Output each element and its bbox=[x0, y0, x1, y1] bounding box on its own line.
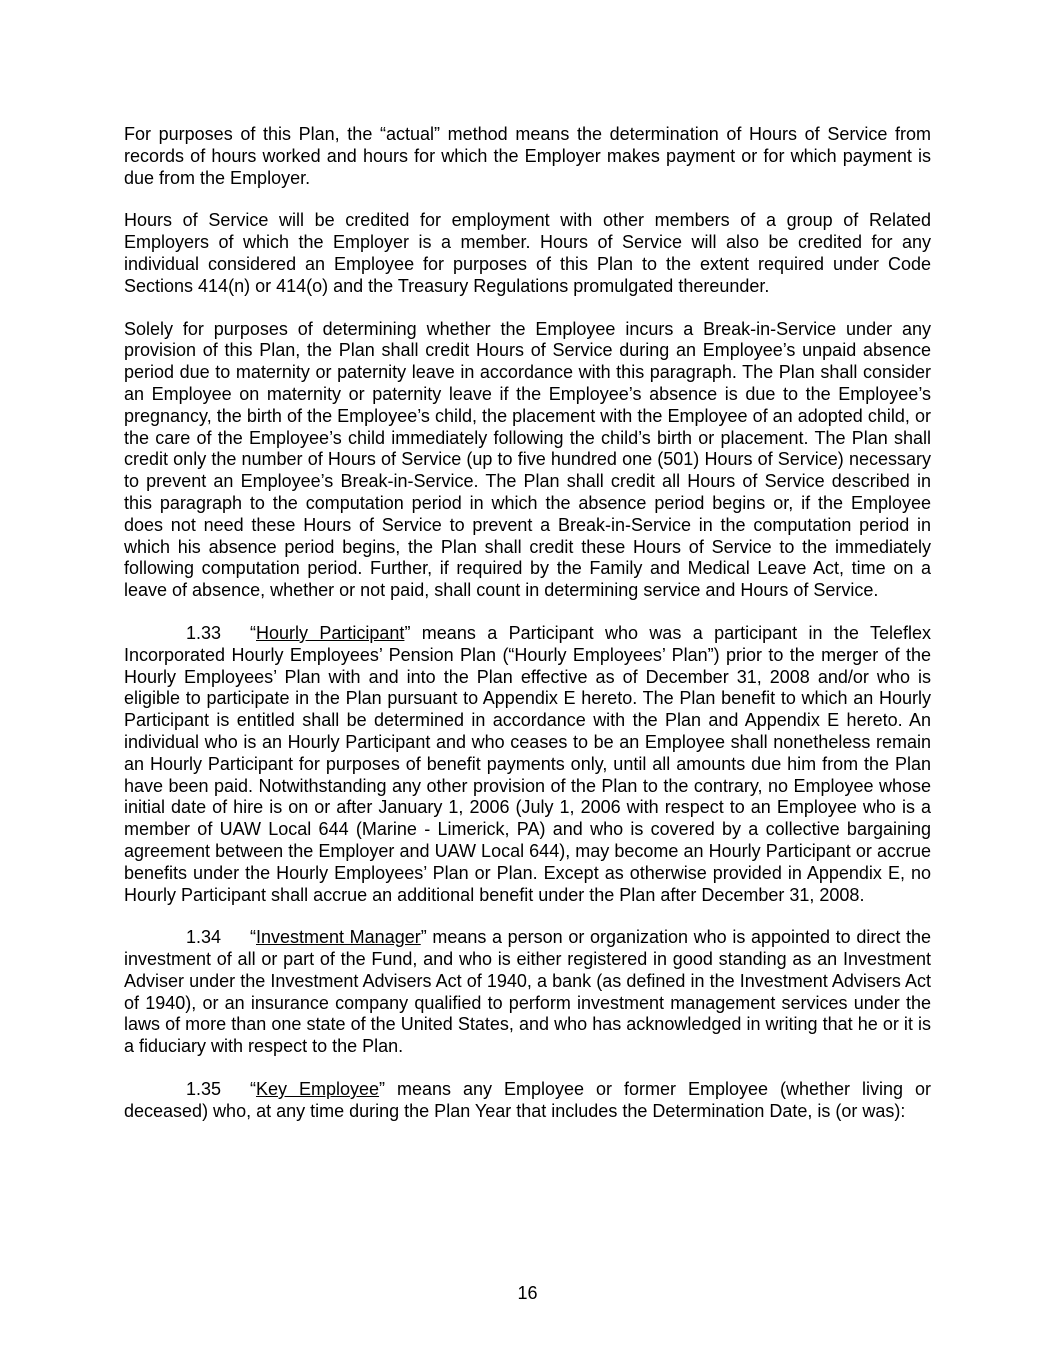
section-1-34-investment-manager bbox=[124, 927, 931, 1058]
open-quote: “ bbox=[250, 927, 256, 948]
section-1-33-hourly-participant bbox=[124, 623, 931, 906]
defined-term: Investment Manager bbox=[256, 927, 421, 948]
section-number: 1.33 bbox=[186, 622, 222, 643]
section-number: 1.35 bbox=[186, 1079, 222, 1100]
open-quote: “ bbox=[250, 1079, 256, 1100]
section-body: ” means a Participant who was a participant in the Teleflex Incorporated Hourly Employees’ Pension Plan (“Hourly Employees’ Plan”) prior to the merger of the Hourly Employees’ Plan with and into the Plan effective as of December 31, 2008 and/or who is eligible to participate in the Plan pursuant to Appendix E hereto. The Plan benefit to which an Hourly Participant is entitled shall be determined in accordance with the Plan and Appendix E hereto. An individual who is an Hourly Participant and who ceases to be an Employee shall nonetheless remain an Hourly Participant for purposes of benefit payments only, until all amounts due him from the Plan have been paid. Notwithstanding any other provision of the Plan to the contrary, no Employee whose initial date of hire is on or after January 1, 2006 (July 1, 2006 with respect to an Employee who is a member of UAW Local 644 (Marine - Limerick, PA) and who is covered by a collective bargaining agreement between the Employer and UAW Local 644), may become an Hourly Participant or accrue benefits under the Hourly Employees’ Plan or Plan. Except as otherwise provided in Appendix E, no Hourly Participant shall accrue an additional benefit under the Plan after December 31, 2008. bbox=[124, 622, 931, 905]
section-body: ” means any Employee or former Employee (whether living or deceased) who, at any time during the Plan Year that includes the Determination Date, is (or was): bbox=[124, 1079, 932, 1121]
page-number: 16 bbox=[517, 1283, 538, 1303]
defined-term: Hourly Participant bbox=[256, 622, 405, 643]
paragraph-maternity-paternity-leave: Solely for purposes of determining whether the Employee incurs a Break-in-Service under any provision of this Plan, the Plan shall credit Hours of Service during an Employee’s unpaid absence period due to maternity or paternity leave in accordance with this paragraph. The Plan shall consider an Employee on maternity or paternity leave if the Employee’s absence is due to the Employee’s pregnancy, the birth of the Employee’s child, the placement with the Employee of an adopted child, or the care of the Employee’s child immediately following the child’s birth or placement. The Plan shall credit only the number of Hours of Service (up to five hundred one (501) Hours of Service) necessary to prevent an Employee’s Break-in-Service. The Plan shall credit all Hours of Service described in this paragraph to the computation period in which the absence period begins or, if the Employee does not need these Hours of Service to prevent a Break-in-Service in the computation period in which his absence period begins, the Plan shall credit these Hours of Service to the immediately following computation period. Further, if required by the Family and Medical Leave Act, time on a leave of absence, whether or not paid, shall count in determining service and Hours of Service. bbox=[124, 318, 931, 601]
paragraph-actual-method: For purposes of this Plan, the “actual” method means the determination of Hours of Service from records of hours worked and hours for which the Employer makes payment or for which payment is due from the Employer. bbox=[124, 124, 931, 188]
section-body: ” means a person or organization who is appointed to direct the investment of all or part of the Fund, and who is either registered in good standing as an Investment Adviser under the Investment Advisers Act of 1940, a bank (as defined in the Investment Advisers Act of 1940), or an insurance company qualified to perform investment management services under the laws of more than one state of the United States, and who has acknowledged in writing that he or it is a fiduciary with respect to the Plan. bbox=[124, 927, 931, 1057]
section-1-35-key-employee bbox=[124, 1079, 931, 1123]
section-number: 1.34 bbox=[186, 927, 222, 948]
defined-term: Key Employee bbox=[256, 1079, 380, 1100]
open-quote: “ bbox=[250, 622, 256, 643]
paragraph-related-employers: Hours of Service will be credited for employment with other members of a group of Related Employers of which the Employer is a member. Hours of Service will also be credited for any individual considered an Employee for purposes of this Plan to the extent required under Code Sections 414(n) or 414(o) and the Treasury Regulations promulgated thereunder. bbox=[124, 210, 931, 296]
document-page bbox=[124, 124, 931, 1144]
